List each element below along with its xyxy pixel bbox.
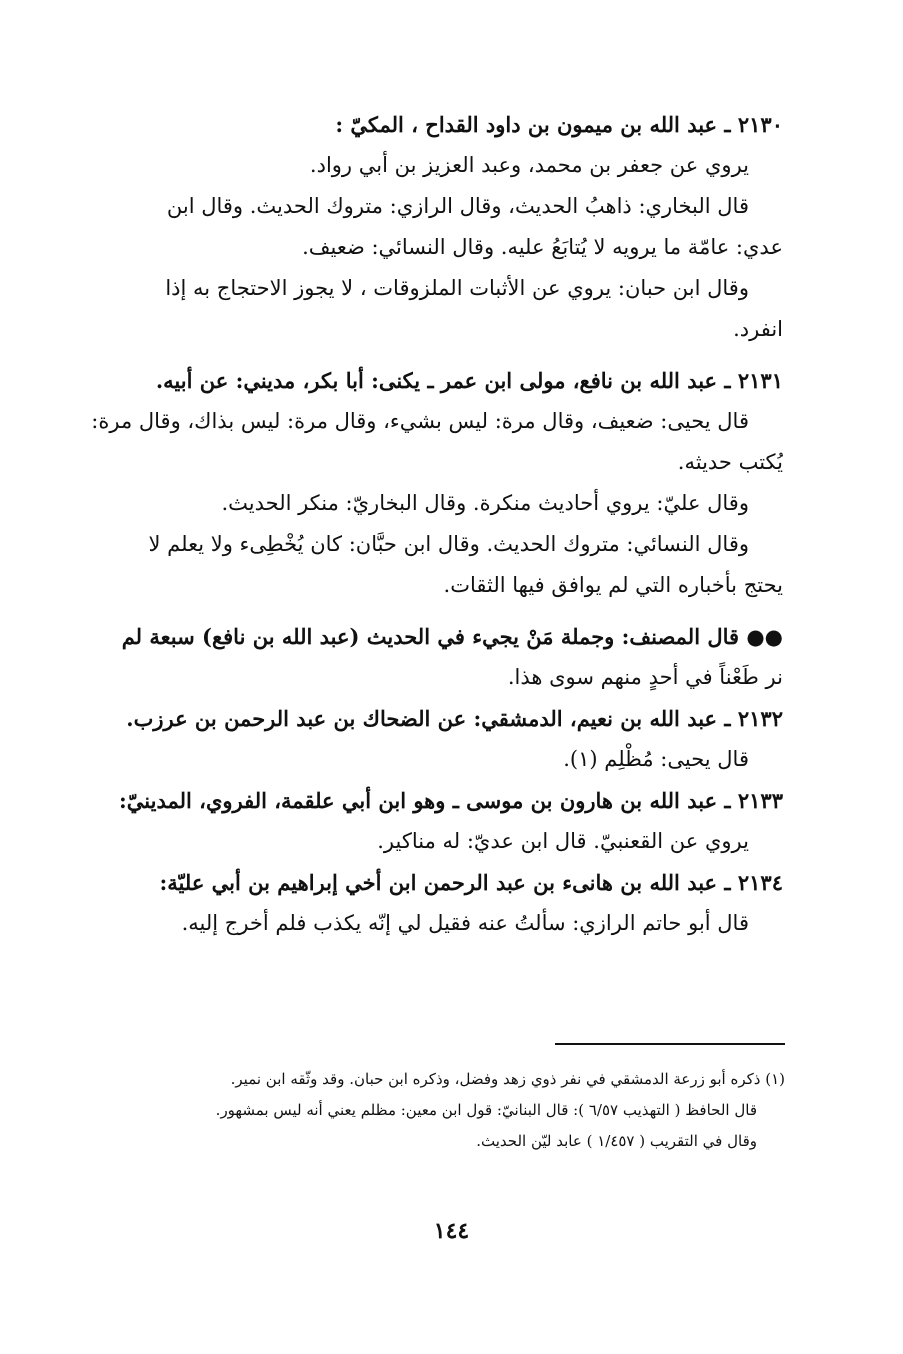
entry-heading: ٢١٣٣ ـ عبد الله بن هارون بن موسى ـ وهو ابن أبي علقمة، الفروي، المدينيّ: (119, 788, 783, 813)
footnote-line: قال الحافظ ( التهذيب ٦/٥٧ ): قال البنانيّ: قول ابن معين: مظلم يعني أنه ليس بمشهور. (215, 1101, 757, 1119)
text-line: وقال ابن حبان: يروي عن الأثبات الملزوقات ، لا يجوز الاحتجاج به إذا (165, 276, 749, 300)
text-line: ●● قال المصنف: وجملة مَنْ يجيء في الحديث (عبد الله بن نافع) سبعة لم (121, 624, 783, 649)
page-number: ١٤٤ (433, 1218, 470, 1244)
text-line: عدي: عامّة ما يرويه لا يُتابَعُ عليه. وقال النسائي: ضعيف. (302, 235, 783, 259)
text-line: قال البخاري: ذاهبُ الحديث، وقال الرازي: متروك الحديث. وقال ابن (166, 194, 749, 218)
footnote-line: (١) ذكره أبو زرعة الدمشقي في نفر ذوي زهد وفضل، وذكره ابن حبان. وقد وثّقه ابن نمير. (230, 1070, 785, 1088)
text-line: يحتج بأخباره التي لم يوافق فيها الثقات. (443, 573, 783, 597)
footnotes (110, 1064, 785, 1157)
text-line: يروي عن القعنبيّ. قال ابن عديّ: له مناكير. (377, 829, 749, 853)
entry-heading: ٢١٣٠ ـ عبد الله بن ميمون بن داود القداح ، المكيّ : (335, 112, 783, 137)
entry-heading: ٢١٣١ ـ عبد الله بن نافع، مولى ابن عمر ـ يكنى: أبا بكر، مديني: عن أبيه. (155, 368, 783, 393)
footnote-separator (555, 1043, 785, 1045)
text-line: وقال عليّ: يروي أحاديث منكرة. وقال البخاريّ: منكر الحديث. (221, 491, 749, 515)
text-line: قال يحيى: ضعيف، وقال مرة: ليس بشيء، وقال مرة: ليس بذاك، وقال مرة: (91, 409, 749, 433)
text-line: انفرد. (733, 317, 783, 341)
text-line: قال يحيى: مُظْلِم (١). (563, 747, 749, 771)
text-line: قال أبو حاتم الرازي: سألتُ عنه فقيل لي إنّه يكذب فلم أخرج إليه. (181, 911, 749, 935)
main-text (56, 104, 783, 944)
text-line: وقال النسائي: متروك الحديث. وقال ابن حبَّان: كان يُخْطِىء ولا يعلم لا (148, 532, 749, 556)
text-line: نر طَعْناً في أحدٍ منهم سوى هذا. (507, 665, 783, 689)
text-line: يُكتب حديثه. (677, 450, 783, 474)
entry-heading: ٢١٣٢ ـ عبد الله بن نعيم، الدمشقي: عن الضحاك بن عبد الرحمن بن عرزب. (126, 706, 783, 731)
footnote-line: وقال في التقريب ( ١/٤٥٧ ) عابد ليّن الحديث. (476, 1132, 757, 1150)
entry-heading: ٢١٣٤ ـ عبد الله بن هانىء بن عبد الرحمن ابن أخي إبراهيم بن أبي عليّة: (159, 870, 783, 895)
text-line: يروي عن جعفر بن محمد، وعبد العزيز بن أبي رواد. (309, 153, 749, 177)
